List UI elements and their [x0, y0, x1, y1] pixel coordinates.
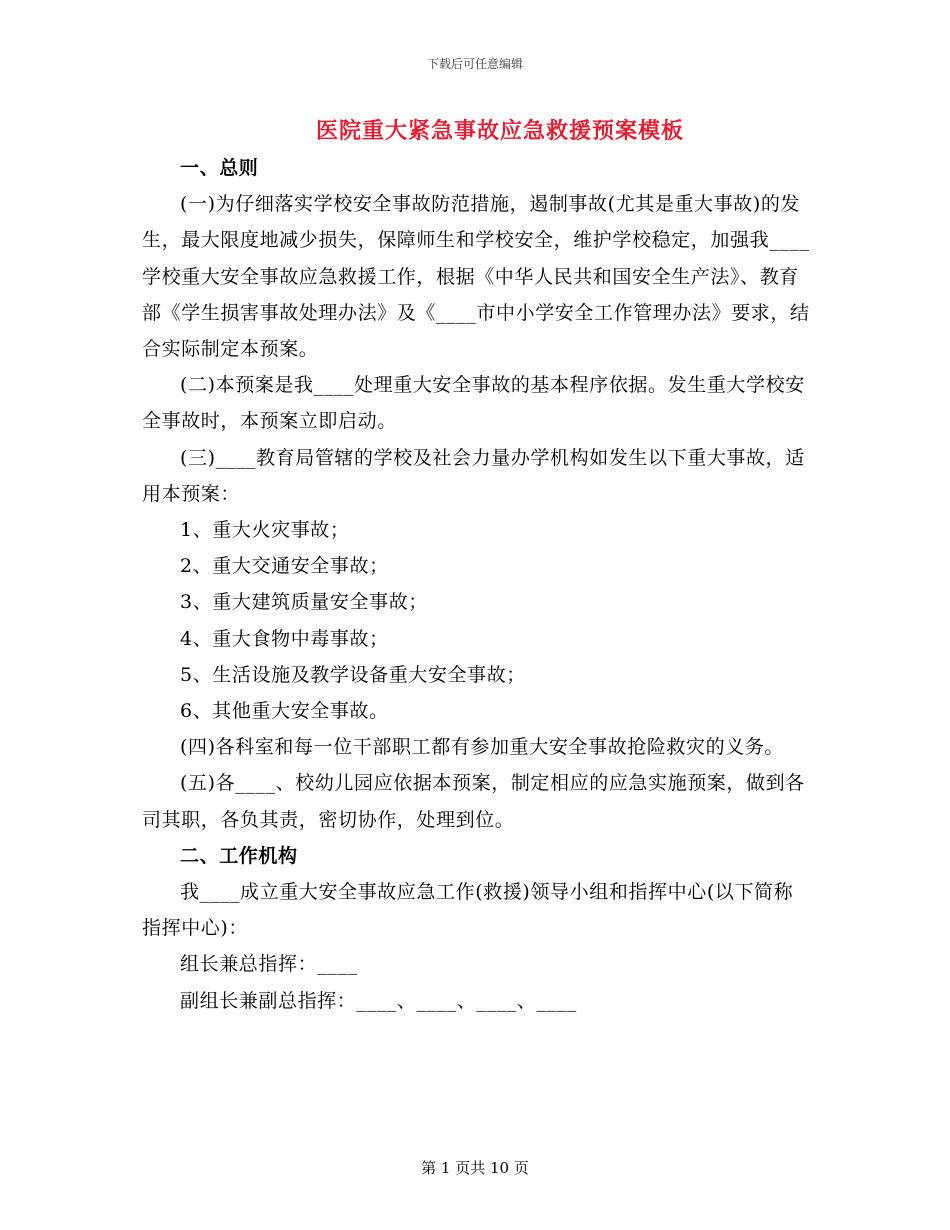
leader-line: 组长兼总指挥：____ [180, 953, 358, 976]
section-heading-general: 一、总则 [180, 157, 259, 179]
list-item: 4、重大食物中毒事故； [180, 627, 389, 650]
list-item: 2、重大交通安全事故； [180, 555, 389, 578]
deputy-line: 副组长兼副总指挥：____、____、____、____ [180, 989, 577, 1012]
document-title: 医院重大紧急事故应急救援预案模板 [315, 118, 684, 144]
paragraph-basis: (二)本预案是我____处理重大安全事故的基本程序依据。发生重大学校安全事故时，本预案立即启动。 [142, 374, 805, 433]
paragraph-scope: (三)____教育局管辖的学校及社会力量办学机构如发生以下重大事故，适用本预案： [142, 446, 805, 505]
paragraph-duty: (四)各科室和每一位干部职工都有参加重大安全事故抢险救灾的义务。 [180, 736, 785, 759]
list-item: 1、重大火灾事故； [180, 519, 350, 542]
page-footer: 第 1 页共 10 页 [421, 1159, 529, 1177]
paragraph-purpose: (一)为仔细落实学校安全事故防范措施，遏制事故(尤其是重大事故)的发生，最大限度地减少损失，保障师生和学校安全，维护学校稳定，加强我____学校重大安全事故应急救援工作，根据《中华人民共和国安全生产法》、教育部《学生损害事故处理办法》及《____市中小学安全工作管理办法》要求，结合实际制定本预案。 [142, 193, 810, 361]
list-item: 5、生活设施及教学设备重大安全事故； [180, 663, 526, 686]
paragraph-implementation: (五)各____、校幼儿园应依据本预案，制定相应的应急实施预案，做到各司其职，各负其责，密切协作，处理到位。 [142, 772, 805, 831]
paragraph-command-center: 我____成立重大安全事故应急工作(救援)领导小组和指挥中心(以下简称指挥中心)： [142, 881, 794, 940]
header-note: 下载后可任意编辑 [426, 57, 523, 71]
list-item: 6、其他重大安全事故。 [180, 700, 389, 723]
list-item: 3、重大建筑质量安全事故； [180, 591, 428, 614]
document-body [142, 150, 812, 1019]
section-heading-organization: 二、工作机构 [180, 844, 298, 867]
